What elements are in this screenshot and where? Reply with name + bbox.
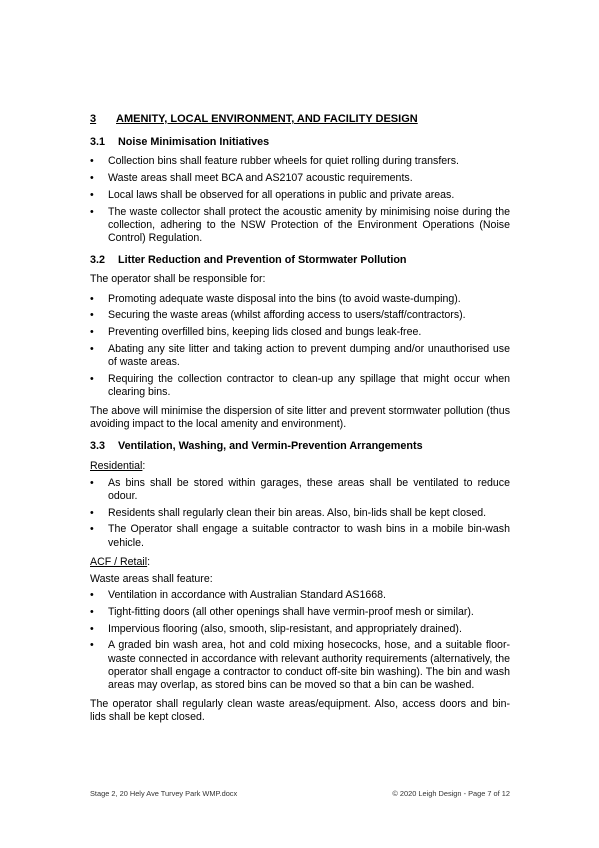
bullet-icon: • [90, 476, 94, 489]
acf-label-wrap: ACF / Retail: [90, 555, 151, 568]
list-item: • Securing the waste areas (whilst affording access to users/staff/contractors). [90, 309, 466, 322]
bullet-icon: • [90, 342, 94, 355]
acf-label: ACF / Retail [90, 555, 148, 568]
paragraph: The operator shall be responsible for: [90, 273, 266, 286]
bullet-icon: • [90, 292, 94, 305]
section-heading [90, 113, 510, 126]
list-item: • Waste areas shall meet BCA and AS2107 acoustic requirements. [90, 172, 413, 185]
list-item: • Promoting adequate waste disposal into the bins (to avoid waste-dumping). [90, 292, 461, 305]
bullet-icon: • [90, 506, 94, 519]
footer-copyright: © 2020 Leigh Design - Page 7 of 12 [392, 789, 510, 798]
list-item: • Collection bins shall feature rubber wheels for quiet rolling during transfers. [90, 155, 459, 168]
bullet-icon: • [90, 205, 94, 218]
document-page [90, 113, 510, 731]
list-item: • Ventilation in accordance with Australian Standard AS1668. [90, 589, 386, 602]
list-item: • Preventing overfilled bins, keeping lids closed and bungs leak-free. [90, 325, 422, 338]
list-item: • Abating any site litter and taking action to prevent dumping and/or unauthorised use of waste areas. [90, 342, 510, 368]
paragraph: Waste areas shall feature: [90, 572, 213, 585]
noise-list [90, 155, 510, 245]
paragraph: The above will minimise the dispersion of site litter and prevent stormwater pollution (thus avoiding impact to the local amenity and environment). [90, 404, 510, 431]
litter-list [90, 293, 510, 399]
subsection-number: 3.2 [90, 254, 106, 267]
list-item: • The waste collector shall protect the acoustic amenity by minimising noise during the collection, adhering to the NSW Protection of the Environment Operations (Noise Control) Regulation. [90, 205, 510, 244]
residential-label: Residential [90, 459, 143, 472]
residential-label-wrap: Residential: [90, 459, 146, 472]
section-number: 3 [90, 113, 97, 125]
bullet-icon: • [90, 309, 94, 322]
list-item: • Requiring the collection contractor to clean-up any spillage that might occur when clearing bins. [90, 372, 510, 398]
list-item: • Impervious flooring (also, smooth, slip-resistant, and appropriately drained). [90, 622, 462, 635]
bullet-icon: • [90, 155, 94, 168]
paragraph: The operator shall regularly clean waste areas/equipment. Also, access doors and bin-lids shall be kept closed. [90, 698, 510, 724]
subsection-title: Noise Minimisation Initiatives [118, 136, 270, 149]
bullet-icon: • [90, 589, 94, 602]
subsection-heading-3-2 [90, 254, 510, 267]
subsection-title: Litter Reduction and Prevention of Stormwater Pollution [118, 254, 407, 267]
bullet-icon: • [90, 372, 94, 385]
bullet-icon: • [90, 325, 94, 338]
list-item: • Residents shall regularly clean their bin areas. Also, bin-lids shall be kept closed. [90, 506, 487, 519]
subsection-heading-3-1 [90, 136, 510, 149]
bullet-icon: • [90, 605, 94, 618]
bullet-icon: • [90, 639, 94, 652]
subsection-title: Ventilation, Washing, and Vermin-Prevention Arrangements [118, 440, 423, 453]
subsection-number: 3.3 [90, 440, 106, 453]
bullet-icon: • [90, 622, 94, 635]
subsection-number: 3.1 [90, 136, 106, 149]
bullet-icon: • [90, 188, 94, 201]
subsection-heading-3-3 [90, 440, 510, 453]
list-item: • As bins shall be stored within garages, these areas shall be ventilated to reduce odour. [90, 476, 510, 502]
list-item: • Local laws shall be observed for all operations in public and private areas. [90, 188, 455, 201]
list-item: • Tight-fitting doors (all other openings shall have vermin-proof mesh or similar). [90, 605, 474, 618]
page-footer [90, 789, 510, 798]
bullet-icon: • [90, 523, 94, 536]
footer-filename: Stage 2, 20 Hely Ave Turvey Park WMP.docx [90, 789, 238, 798]
list-item: • The Operator shall engage a suitable contractor to wash bins in a mobile bin-wash vehicle. [90, 523, 510, 549]
section-title: AMENITY, LOCAL ENVIRONMENT, AND FACILITY DESIGN [116, 113, 418, 125]
list-item: • A graded bin wash area, hot and cold mixing hosecocks, hose, and a suitable floor-waste connected in accordance with relevant authority requirements (alternatively, the operator shall engage a contractor to conduct off-site bin washing). The bin and wash areas may overlap, as stored bins can be moved so that a bin can be washed. [90, 639, 510, 691]
acf-list [90, 589, 510, 692]
bullet-icon: • [90, 172, 94, 185]
residential-list [90, 477, 510, 550]
